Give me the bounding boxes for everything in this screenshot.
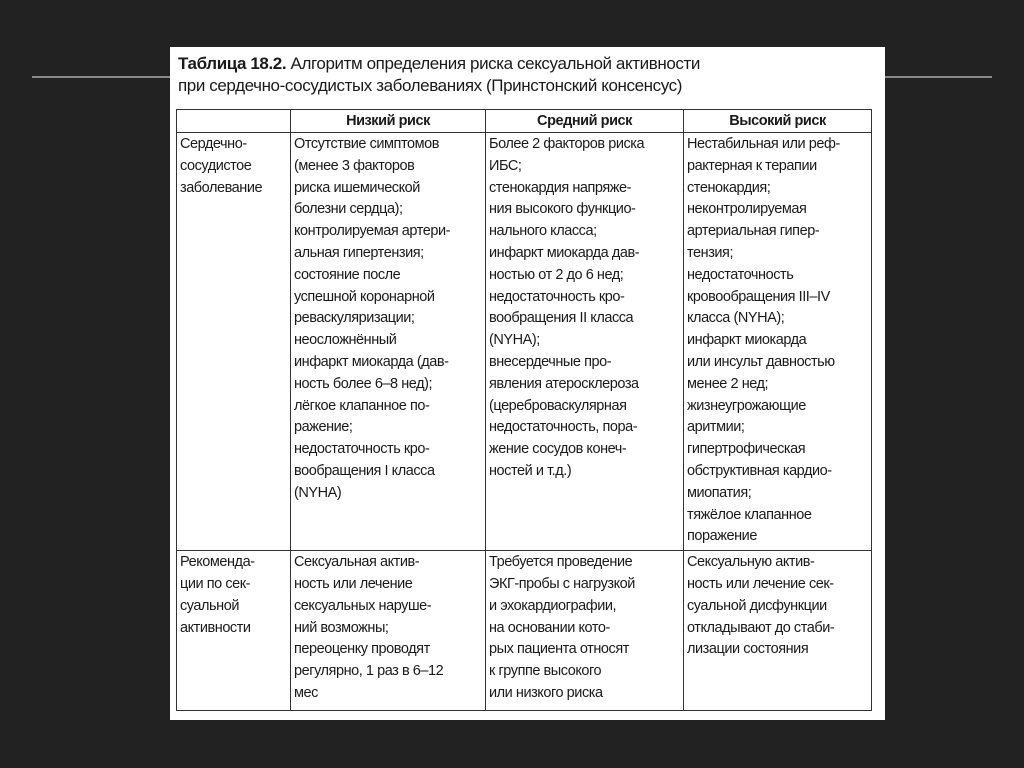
header-low-risk: Низкий риск bbox=[291, 110, 486, 133]
cell-medium: Более 2 факторов риска ИБС; стенокардия напряже- ния высокого функцио- нального класса; инфаркт миокарда дав- ностью от 2 до 6 нед; недостаточность кро- вообращения II класса (NYHA); внесердечные про- явления атеросклероза (цереброваскулярная недостаточность, пора- жение сосудов конеч- ностей и т.д.) bbox=[486, 133, 684, 551]
caption-line-1: Алгоритм определения риска сексуальной активности bbox=[290, 54, 700, 73]
table-image bbox=[170, 47, 885, 720]
table-caption bbox=[178, 53, 700, 97]
row-label: Рекоменда- ции по сек- суальной активности bbox=[177, 551, 291, 711]
table-row bbox=[177, 133, 872, 551]
header-high-risk: Высокий риск bbox=[684, 110, 872, 133]
header-medium-risk: Средний риск bbox=[486, 110, 684, 133]
header-empty bbox=[177, 110, 291, 133]
risk-table bbox=[176, 109, 872, 711]
slide-rule-right bbox=[885, 76, 992, 78]
cell-high: Сексуальную актив- ность или лечение сек- суальной дисфункции откладывают до стаби- лизации состояния bbox=[684, 551, 872, 711]
cell-medium: Требуется проведение ЭКГ-пробы с нагрузкой и эхокардиографии, на основании кото- рых пациента относят к группе высокого или низкого риска bbox=[486, 551, 684, 711]
cell-low: Отсутствие симптомов (менее 3 факторов риска ишемической болезни сердца); контролируемая артери- альная гипертензия; состояние после успешной коронарной реваскуляризации; неосложнённый инфаркт миокарда (дав- ность более 6–8 нед); лёгкое клапанное по- ражение; недостаточность кро- вообращения I класса (NYHA) bbox=[291, 133, 486, 551]
caption-line-2: при сердечно-сосудистых заболеваниях (Принстонский консенсус) bbox=[178, 76, 683, 95]
table-row bbox=[177, 551, 872, 711]
cell-high: Нестабильная или реф- рактерная к терапии стенокардия; неконтролируемая артериальная гипер- тензия; недостаточность кровообращения III–IV класса (NYHA); инфаркт миокарда или инсульт давностью менее 2 нед; жизнеугрожающие аритмии; гипертрофическая обструктивная кардио- миопатия; тяжёлое клапанное поражение bbox=[684, 133, 872, 551]
slide-rule-left bbox=[32, 76, 170, 78]
row-label: Сердечно- сосудистое заболевание bbox=[177, 133, 291, 551]
caption-label: Таблица 18.2. bbox=[178, 54, 287, 73]
header-row bbox=[177, 110, 872, 133]
cell-low: Сексуальная актив- ность или лечение сексуальных наруше- ний возможны; переоценку проводят регулярно, 1 раз в 6–12 мес bbox=[291, 551, 486, 711]
